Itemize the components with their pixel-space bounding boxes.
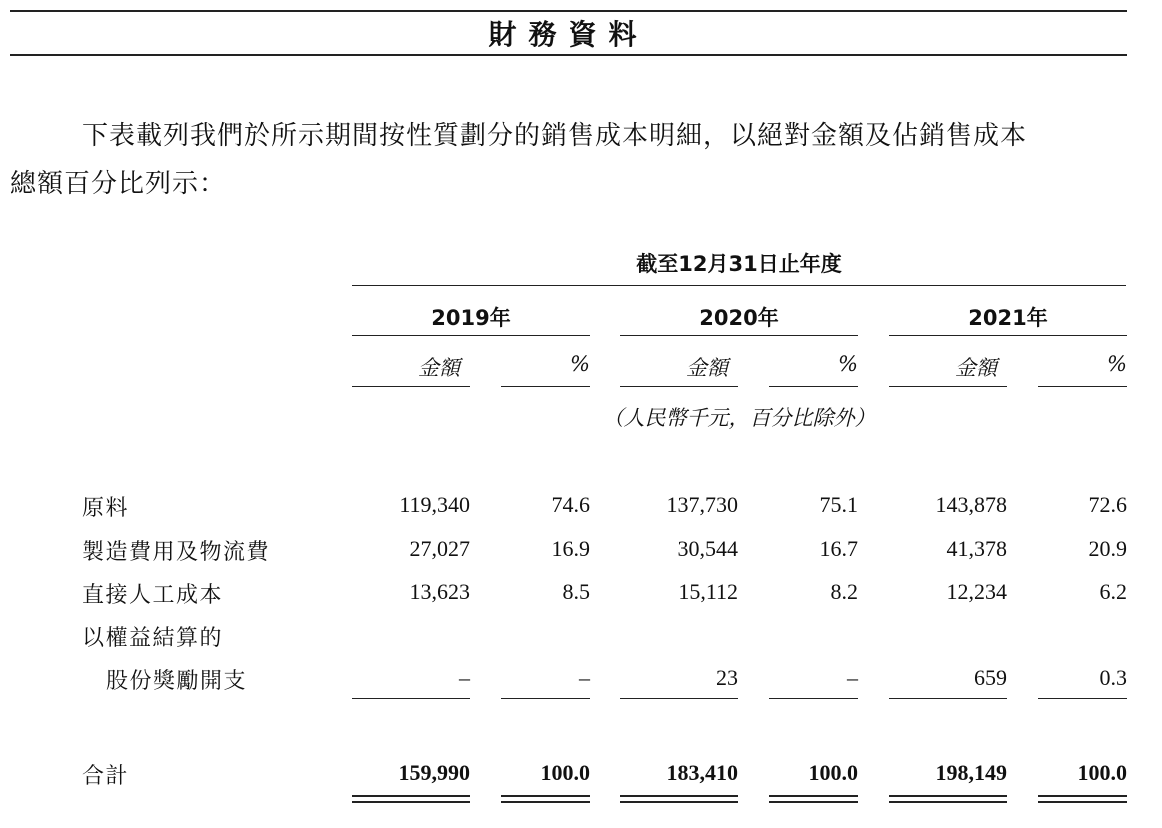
header-rule [352,285,1126,286]
intro-line-1: 下表載列我們於所示期間按性質劃分的銷售成本明細，以絕對金額及佔銷售成本 [82,121,1028,151]
table-cell: – [847,665,858,690]
table-cell: 16.7 [819,536,858,561]
year-rule-2019 [352,335,590,336]
amount-header-2021: 金額 [955,356,997,380]
total-double-rule [620,795,738,803]
table-cell: 12,234 [946,579,1007,604]
percent-header-2019: % [570,352,590,376]
section-title: 財務資料 [10,10,1127,56]
table-cell: 137,730 [666,492,738,517]
total-double-rule [889,795,1007,803]
table-cell: – [579,665,590,690]
total-double-rule [1038,795,1127,803]
amount-header-2020: 金額 [686,356,728,380]
total-double-rule [501,795,590,803]
table-cell: 6.2 [1099,579,1127,604]
table-cell: 16.9 [551,536,590,561]
row-label-total: 合計 [82,764,130,789]
table-cell: 23 [716,665,738,690]
subtotal-rule [352,698,470,699]
subtotal-rule [501,698,590,699]
percent-header-2020: % [838,352,858,376]
row-label-share-award: 股份獎勵開支 [106,669,248,694]
subtotal-rule [1038,698,1127,699]
year-header-2020: 2020年 [699,306,779,330]
table-cell: 27,027 [409,536,470,561]
table-cell: 74.6 [551,492,590,517]
table-cell: 30,544 [677,536,738,561]
total-cell: 100.0 [1077,760,1127,785]
amount-header-2019: 金額 [418,356,460,380]
intro-paragraph [10,112,1130,208]
table-cell: 72.6 [1088,492,1127,517]
row-label-equity-settled: 以權益結算的 [82,626,224,651]
period-header: 截至12月31日止年度 [636,252,842,276]
col-rule [1038,386,1127,387]
year-rule-2021 [889,335,1127,336]
col-rule [769,386,858,387]
row-label-manufacturing: 製造費用及物流費 [82,540,271,565]
year-header-2019: 2019年 [431,306,511,330]
intro-line-2: 總額百分比列示： [10,169,227,199]
table-cell: 0.3 [1099,665,1127,690]
table-cell: 15,112 [678,579,738,604]
table-cell: 20.9 [1088,536,1127,561]
total-cell: 159,990 [398,760,470,785]
total-double-rule [769,795,858,803]
year-header-2021: 2021年 [968,306,1048,330]
col-rule [620,386,738,387]
table-cell: 659 [974,665,1007,690]
col-rule [889,386,1007,387]
percent-header-2021: % [1107,352,1127,376]
total-double-rule [352,795,470,803]
table-cell: 8.2 [830,579,858,604]
table-cell: 119,340 [399,492,470,517]
table-cell: 75.1 [819,492,858,517]
year-rule-2020 [620,335,858,336]
unit-note: （人民幣千元，百分比除外） [602,406,876,430]
table-cell: – [459,665,470,690]
subtotal-rule [889,698,1007,699]
table-cell: 41,378 [946,536,1007,561]
subtotal-rule [769,698,858,699]
row-label-direct-labor: 直接人工成本 [82,583,224,608]
table-cell: 143,878 [935,492,1007,517]
total-cell: 183,410 [666,760,738,785]
total-cell: 100.0 [540,760,590,785]
table-cell: 8.5 [562,579,590,604]
row-label-raw-materials: 原料 [82,496,130,521]
subtotal-rule [620,698,738,699]
total-cell: 100.0 [808,760,858,785]
col-rule [352,386,470,387]
total-cell: 198,149 [935,760,1007,785]
table-cell: 13,623 [409,579,470,604]
col-rule [501,386,590,387]
